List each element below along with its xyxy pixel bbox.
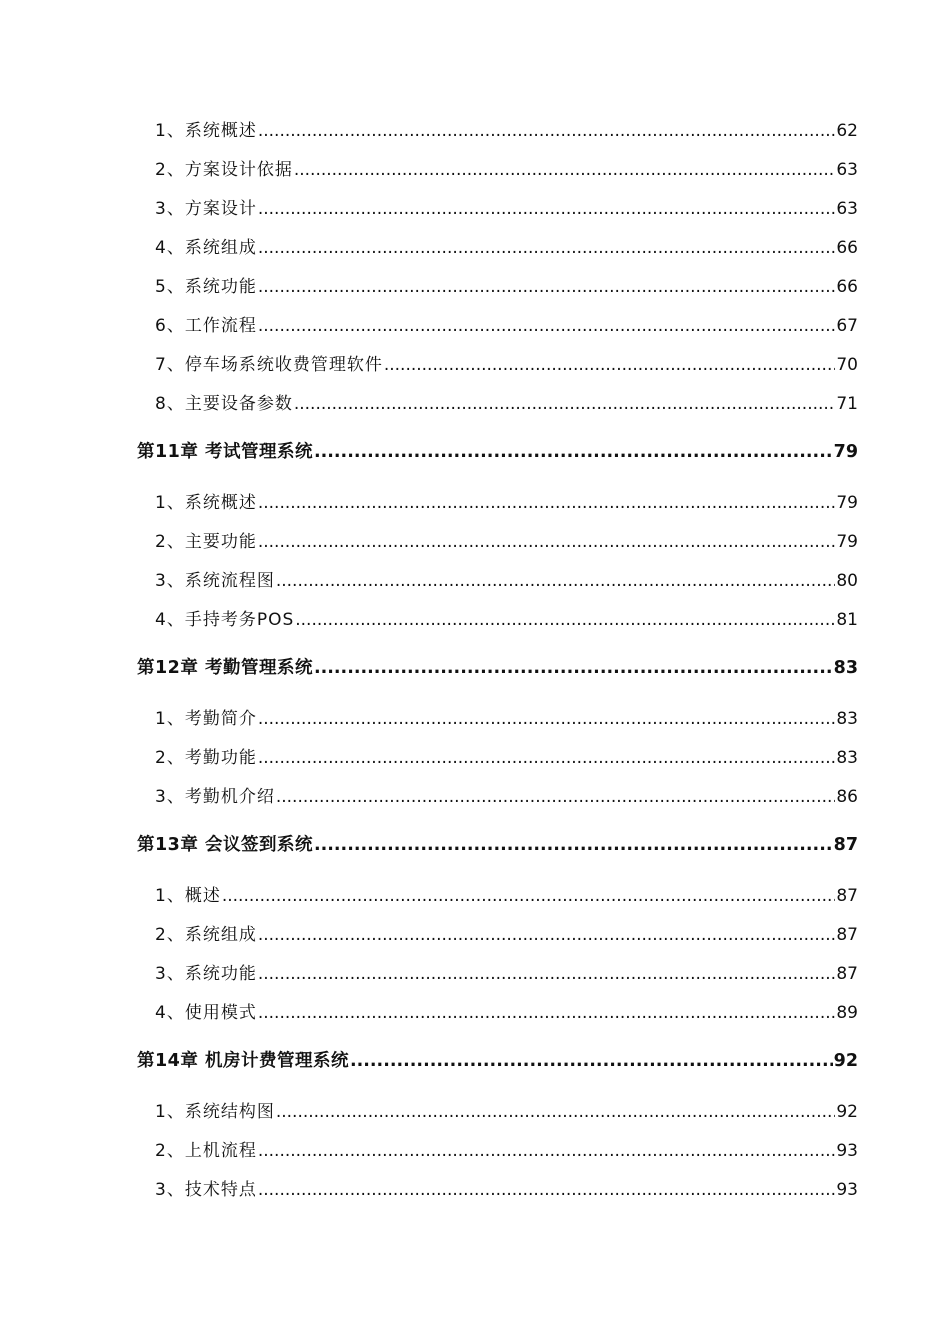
toc-entry[interactable] bbox=[155, 998, 858, 1023]
toc-entry-title: 7、停车场系统收费管理软件 bbox=[155, 355, 383, 375]
toc-entry-title: 3、系统流程图 bbox=[155, 571, 275, 591]
dot-leader bbox=[258, 532, 836, 552]
toc-entry-title: 2、上机流程 bbox=[155, 1141, 257, 1161]
toc-entry[interactable] bbox=[155, 233, 858, 258]
toc-chapter-entry[interactable] bbox=[137, 654, 858, 679]
toc-page-number: 62 bbox=[836, 121, 858, 141]
dot-leader bbox=[258, 199, 836, 219]
toc-entry-title: 1、系统结构图 bbox=[155, 1102, 275, 1122]
toc-entry[interactable] bbox=[155, 605, 858, 630]
toc-page-number: 86 bbox=[836, 787, 858, 807]
toc-entry[interactable] bbox=[155, 881, 858, 906]
toc-entry-title: 第13章 会议签到系统 bbox=[137, 835, 313, 855]
dot-leader bbox=[258, 121, 836, 141]
toc-entry-title: 4、使用模式 bbox=[155, 1003, 257, 1023]
toc-entry[interactable] bbox=[155, 488, 858, 513]
toc-entry-title: 2、方案设计依据 bbox=[155, 160, 293, 180]
toc-entry-title: 第11章 考试管理系统 bbox=[137, 442, 313, 462]
toc-entry-title: 2、系统组成 bbox=[155, 925, 257, 945]
toc-page-number: 93 bbox=[836, 1141, 858, 1161]
toc-entry-title: 3、技术特点 bbox=[155, 1180, 257, 1200]
dot-leader bbox=[258, 1141, 836, 1161]
toc-entry-title: 6、工作流程 bbox=[155, 316, 257, 336]
toc-page-number: 87 bbox=[836, 925, 858, 945]
dot-leader bbox=[384, 355, 836, 375]
toc-entry[interactable] bbox=[155, 743, 858, 768]
toc-entry[interactable] bbox=[155, 389, 858, 414]
toc-page-number: 70 bbox=[836, 355, 858, 375]
toc-entry-title: 1、概述 bbox=[155, 886, 221, 906]
toc-page-number: 92 bbox=[836, 1102, 858, 1122]
toc-entry[interactable] bbox=[155, 1175, 858, 1200]
toc-page-number: 66 bbox=[836, 277, 858, 297]
toc-page-number: 79 bbox=[836, 493, 858, 513]
toc-page-number: 79 bbox=[836, 532, 858, 552]
toc-page-number: 87 bbox=[833, 835, 858, 855]
dot-leader bbox=[258, 493, 836, 513]
toc-entry[interactable] bbox=[155, 527, 858, 552]
toc-entry-title: 8、主要设备参数 bbox=[155, 394, 293, 414]
toc-entry[interactable] bbox=[155, 704, 858, 729]
toc-entry[interactable] bbox=[155, 920, 858, 945]
toc-page-number: 81 bbox=[836, 610, 858, 630]
toc-page-number: 63 bbox=[836, 160, 858, 180]
dot-leader bbox=[294, 394, 836, 414]
dot-leader bbox=[350, 1051, 833, 1071]
dot-leader bbox=[258, 964, 836, 984]
toc-entry-title: 3、系统功能 bbox=[155, 964, 257, 984]
toc-entry[interactable] bbox=[155, 194, 858, 219]
toc-entry-title: 2、考勤功能 bbox=[155, 748, 257, 768]
toc-entry[interactable] bbox=[155, 350, 858, 375]
toc-entry-title: 5、系统功能 bbox=[155, 277, 257, 297]
toc-entry[interactable] bbox=[155, 782, 858, 807]
dot-leader bbox=[314, 442, 833, 462]
toc-entry[interactable] bbox=[155, 1136, 858, 1161]
dot-leader bbox=[258, 277, 836, 297]
toc-page-number: 83 bbox=[833, 658, 858, 678]
toc-entry[interactable] bbox=[155, 155, 858, 180]
dot-leader bbox=[258, 238, 836, 258]
dot-leader bbox=[258, 748, 836, 768]
toc-entry[interactable] bbox=[155, 1097, 858, 1122]
toc-entry[interactable] bbox=[155, 959, 858, 984]
toc-entry-title: 1、考勤简介 bbox=[155, 709, 257, 729]
toc-chapter-entry[interactable] bbox=[137, 1047, 858, 1072]
toc-entry-title: 第14章 机房计费管理系统 bbox=[137, 1051, 349, 1071]
toc-entry-title: 2、主要功能 bbox=[155, 532, 257, 552]
toc-entry-title: 3、方案设计 bbox=[155, 199, 257, 219]
toc-chapter-entry[interactable] bbox=[137, 831, 858, 856]
toc-page-number: 87 bbox=[836, 964, 858, 984]
toc-page-number: 83 bbox=[836, 748, 858, 768]
dot-leader bbox=[314, 835, 833, 855]
toc-page-number: 92 bbox=[833, 1051, 858, 1071]
dot-leader bbox=[258, 1180, 836, 1200]
toc-page-number: 83 bbox=[836, 709, 858, 729]
dot-leader bbox=[295, 610, 835, 630]
toc-page-number: 67 bbox=[836, 316, 858, 336]
toc-page-number: 93 bbox=[836, 1180, 858, 1200]
toc-page-number: 80 bbox=[836, 571, 858, 591]
dot-leader bbox=[276, 571, 836, 591]
toc-page-number: 66 bbox=[836, 238, 858, 258]
toc-page-number: 79 bbox=[833, 442, 858, 462]
toc-entry-title: 1、系统概述 bbox=[155, 493, 257, 513]
dot-leader bbox=[276, 1102, 836, 1122]
toc-page-number: 63 bbox=[836, 199, 858, 219]
dot-leader bbox=[258, 1003, 836, 1023]
toc-entry-title: 第12章 考勤管理系统 bbox=[137, 658, 313, 678]
dot-leader bbox=[294, 160, 836, 180]
toc-entry-title: 4、系统组成 bbox=[155, 238, 257, 258]
toc-entry[interactable] bbox=[155, 566, 858, 591]
toc-entry-title: 3、考勤机介绍 bbox=[155, 787, 275, 807]
toc-entry-title: 4、手持考务POS bbox=[155, 610, 295, 630]
dot-leader bbox=[314, 658, 833, 678]
dot-leader bbox=[258, 709, 836, 729]
dot-leader bbox=[258, 925, 836, 945]
toc-page-number: 89 bbox=[836, 1003, 858, 1023]
toc-entry[interactable] bbox=[155, 272, 858, 297]
toc-entry-title: 1、系统概述 bbox=[155, 121, 257, 141]
toc-page-number: 87 bbox=[836, 886, 858, 906]
toc-chapter-entry[interactable] bbox=[137, 438, 858, 463]
dot-leader bbox=[276, 787, 836, 807]
toc-entry[interactable] bbox=[155, 116, 858, 141]
dot-leader bbox=[222, 886, 836, 906]
dot-leader bbox=[258, 316, 836, 336]
toc-entry[interactable] bbox=[155, 311, 858, 336]
toc-page-number: 71 bbox=[836, 394, 858, 414]
